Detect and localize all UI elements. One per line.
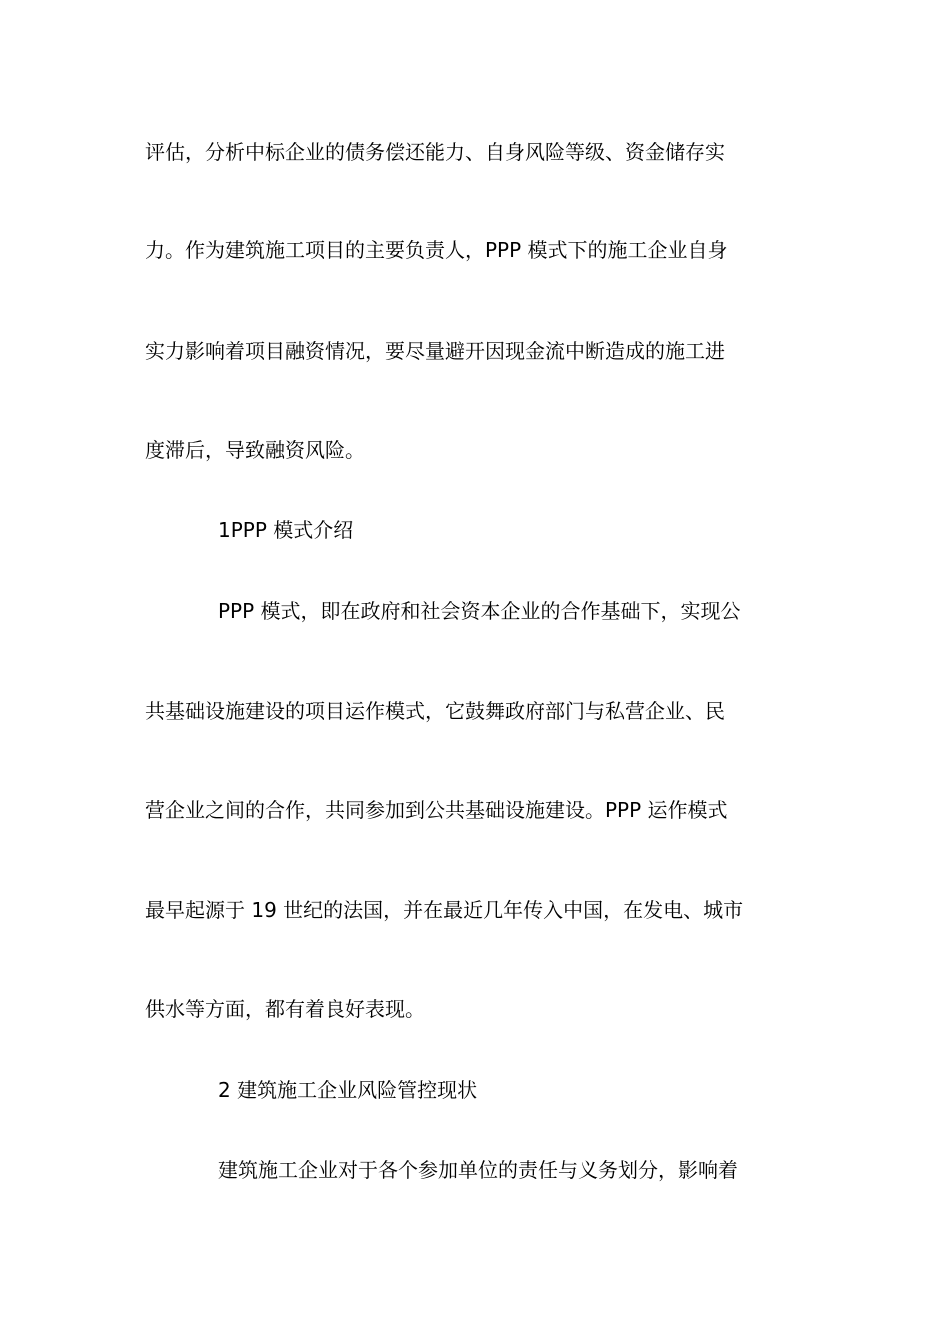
paragraph-line: 营企业之间的合作，共同参加到公共基础设施建设。PPP 运作模式 bbox=[145, 798, 728, 822]
section-heading-1: 1PPP 模式介绍 bbox=[218, 518, 354, 542]
section-heading-2: 2 建筑施工企业风险管控现状 bbox=[218, 1078, 478, 1102]
paragraph-line: 力。作为建筑施工项目的主要负责人，PPP 模式下的施工企业自身 bbox=[145, 238, 728, 262]
paragraph-line: 建筑施工企业对于各个参加单位的责任与义务划分，影响着 bbox=[218, 1158, 738, 1182]
paragraph-line: 共基础设施建设的项目运作模式，它鼓舞政府部门与私营企业、民 bbox=[145, 699, 725, 723]
paragraph-line: PPP 模式，即在政府和社会资本企业的合作基础下，实现公 bbox=[218, 599, 741, 623]
paragraph-line: 度滞后，导致融资风险。 bbox=[145, 438, 365, 462]
paragraph-line: 最早起源于 19 世纪的法国，并在最近几年传入中国，在发电、城市 bbox=[145, 898, 744, 922]
paragraph-line: 供水等方面，都有着良好表现。 bbox=[145, 997, 425, 1021]
paragraph-line: 实力影响着项目融资情况，要尽量避开因现金流中断造成的施工进 bbox=[145, 339, 725, 363]
paragraph-line: 评估，分析中标企业的债务偿还能力、自身风险等级、资金储存实 bbox=[145, 140, 725, 164]
